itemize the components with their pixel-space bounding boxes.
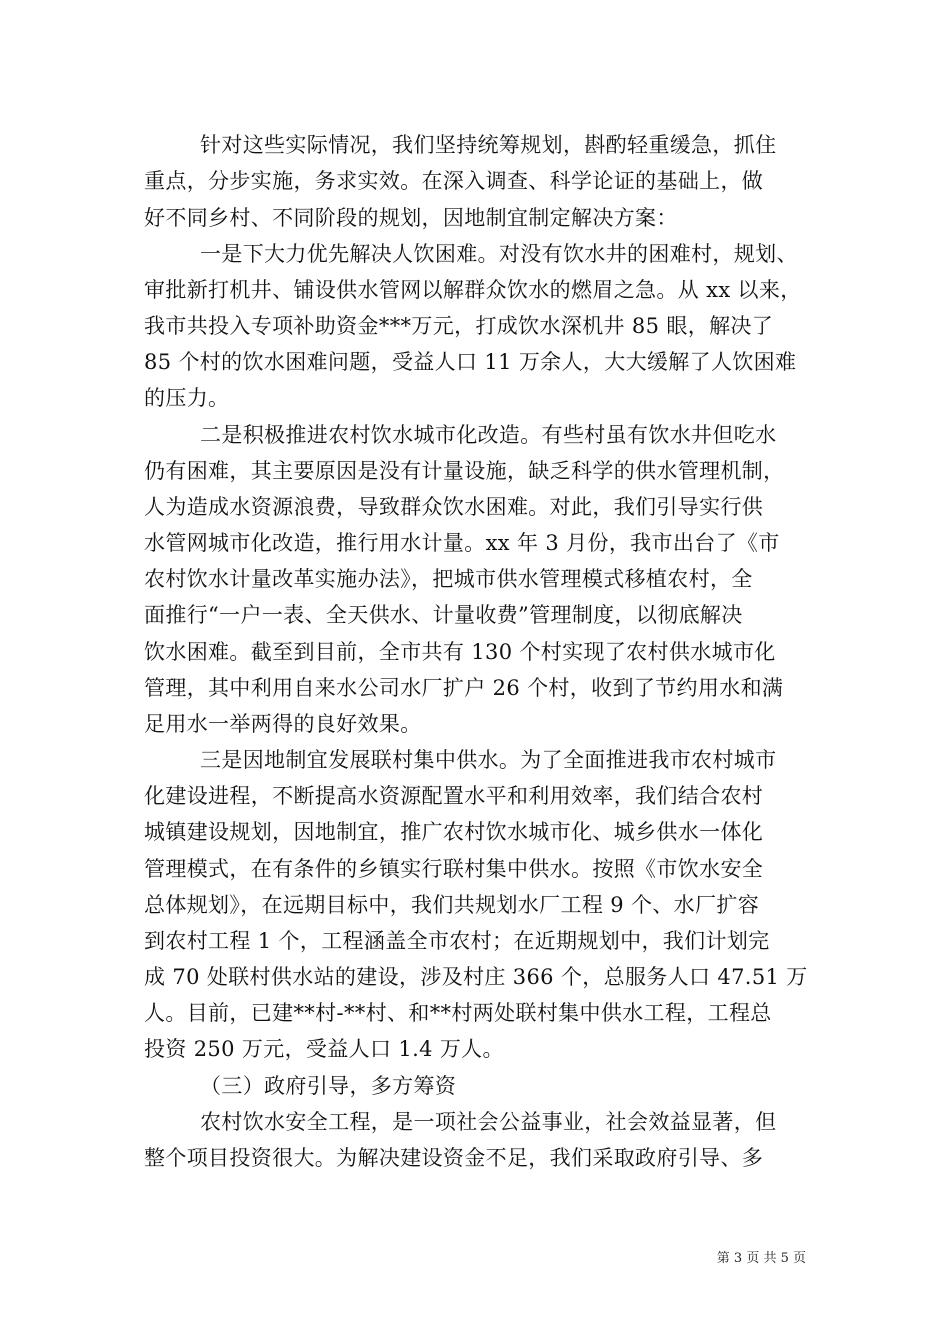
paragraph-3-line: 二是积极推进农村饮水城市化改造。有些村虽有饮水井但吃水 — [200, 423, 777, 447]
paragraph-4-line: 投资 250 万元，受益人口 1.4 万人。 — [144, 1037, 504, 1061]
paragraph-4-line: 总体规划》，在远期目标中，我们共规划水厂工程 9 个、水厂扩容 — [144, 893, 760, 917]
paragraph-2-line: 一是下大力优先解决人饮困难。对没有饮水井的困难村，规划、 — [200, 242, 798, 266]
paragraph-3-line: 饮水困难。截至到目前，全市共有 130 个村实现了农村供水城市化 — [144, 640, 776, 664]
paragraph-3-line: 足用水一举两得的良好效果。 — [144, 712, 422, 736]
paragraph-2-line: 的压力。 — [144, 386, 230, 410]
paragraph-4-line: 管理模式，在有条件的乡镇实行联村集中供水。按照《市饮水安全 — [144, 857, 764, 881]
paragraph-4-line: 到农村工程 1 个，工程涵盖全市农村；在近期规划中，我们计划完 — [144, 929, 770, 953]
paragraph-3-line: 仍有困难，其主要原因是没有计量设施，缺乏科学的供水管理机制， — [144, 459, 785, 483]
section-heading: （三）政府引导，多方筹资 — [200, 1074, 457, 1098]
paragraph-4-line: 城镇建设规划，因地制宜，推广农村饮水城市化、城乡供水一体化 — [144, 820, 764, 844]
paragraph-2-line: 我市共投入专项补助资金***万元，打成饮水深机井 85 眼，解决了 — [144, 314, 774, 338]
page-number: 第 3 页 共 5 页 — [716, 1251, 806, 1266]
paragraph-4-line: 成 70 处联村供水站的建设，涉及村庄 366 个，总服务人口 47.51 万 — [144, 965, 808, 989]
paragraph-3-line: 人为造成水资源浪费，导致群众饮水困难。对此，我们引导实行供 — [144, 495, 764, 519]
paragraph-1-line: 好不同乡村、不同阶段的规划，因地制宜制定解决方案： — [144, 206, 678, 230]
paragraph-3-line: 水管网城市化改造，推行用水计量。xx 年 3 月份，我市出台了《市 — [144, 531, 780, 555]
paragraph-5-line: 整个项目投资很大。为解决建设资金不足，我们采取政府引导、多 — [144, 1146, 764, 1170]
paragraph-2-line: 审批新打机井、铺设供水管网以解群众饮水的燃眉之急。从 xx 以来， — [144, 278, 802, 302]
paragraph-4-line: 人。目前，已建**村-**村、和**村两处联村集中供水工程，工程总 — [144, 1001, 772, 1025]
paragraph-4-line: 化建设进程，不断提高水资源配置水平和利用效率，我们结合农村 — [144, 784, 764, 808]
paragraph-1-line: 针对这些实际情况，我们坚持统筹规划，斟酌轻重缓急，抓住 — [200, 133, 777, 157]
paragraph-3-line: 农村饮水计量改革实施办法》，把城市供水管理模式移植农村，全 — [144, 567, 753, 591]
paragraph-2-line: 85 个村的饮水困难问题，受益人口 11 万余人，大大缓解了人饮困难 — [144, 350, 797, 374]
paragraph-3-line: 面推行“一户一表、全天供水、计量收费”管理制度，以彻底解决 — [144, 603, 743, 627]
paragraph-5-line: 农村饮水安全工程，是一项社会公益事业，社会效益显著，但 — [200, 1110, 777, 1134]
paragraph-4-line: 三是因地制宜发展联村集中供水。为了全面推进我市农村城市 — [200, 748, 777, 772]
paragraph-1-line: 重点，分步实施，务求实效。在深入调查、科学论证的基础上，做 — [144, 169, 764, 193]
paragraph-3-line: 管理，其中利用自来水公司水厂扩户 26 个村，收到了节约用水和满 — [144, 676, 784, 700]
